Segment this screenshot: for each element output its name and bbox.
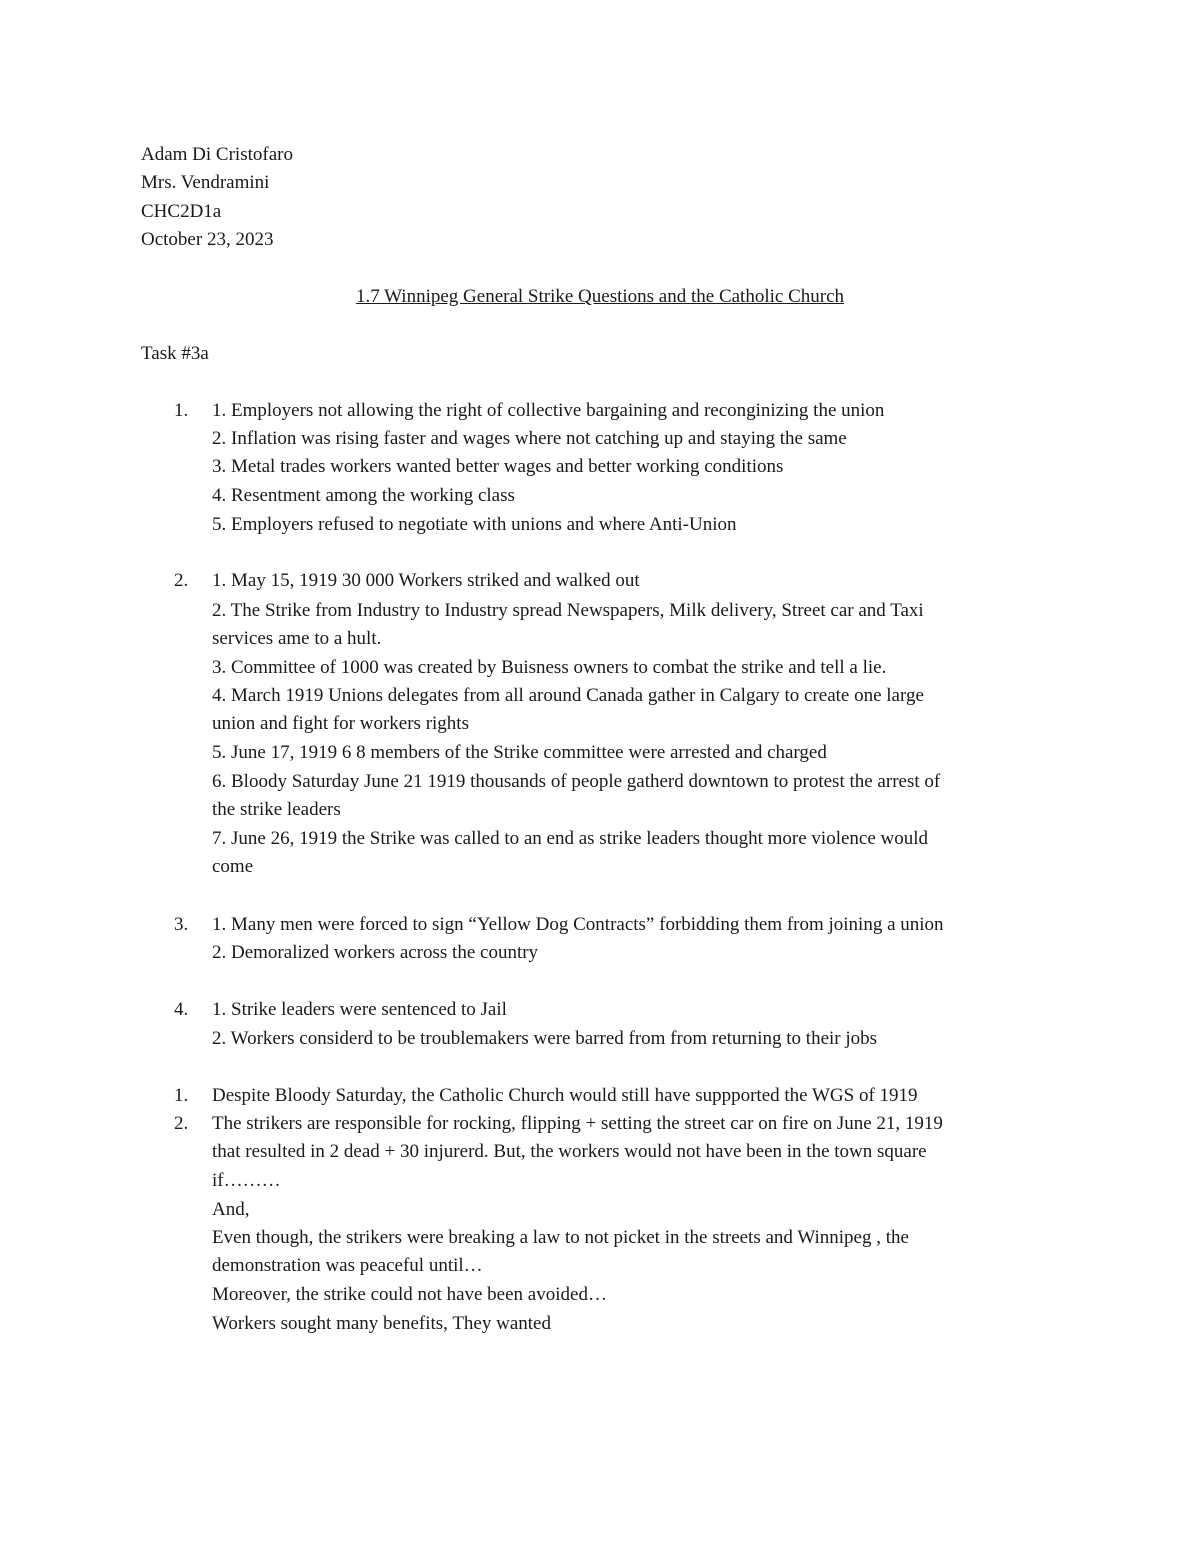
- church-item-number: 2.: [174, 1113, 189, 1134]
- question-number: 1.: [174, 400, 189, 421]
- answer-line: 7. June 26, 1919 the Strike was called to an end as strike leaders thought more violence would: [212, 828, 929, 849]
- church-item-number: 1.: [174, 1085, 189, 1106]
- church-line: demonstration was peaceful until…: [212, 1255, 483, 1276]
- answer-line: 1. Many men were forced to sign “Yellow Dog Contracts” forbidding them from joining a union: [212, 914, 944, 935]
- teacher-name: Mrs. Vendramini: [141, 172, 270, 193]
- task-label: Task #3a: [141, 343, 209, 364]
- answer-line: union and fight for workers rights: [212, 713, 469, 734]
- answer-line: 6. Bloody Saturday June 21 1919 thousands of people gatherd downtown to protest the arrest of: [212, 771, 941, 792]
- answer-line: the strike leaders: [212, 799, 341, 820]
- answer-line: 1. May 15, 1919 30 000 Workers striked and walked out: [212, 570, 640, 591]
- answer-line: 4. Resentment among the working class: [212, 485, 515, 506]
- answer-line: 4. March 1919 Unions delegates from all around Canada gather in Calgary to create one large: [212, 685, 924, 706]
- answer-line: 2. Demoralized workers across the country: [212, 942, 539, 963]
- church-line: The strikers are responsible for rocking, flipping + setting the street car on fire on June 21, 1919: [212, 1113, 943, 1134]
- church-line: that resulted in 2 dead + 30 injurerd. But, the workers would not have been in the town square: [212, 1141, 927, 1162]
- answer-line: 2. The Strike from Industry to Industry spread Newspapers, Milk delivery, Street car and Taxi: [212, 600, 924, 621]
- document-date: October 23, 2023: [141, 229, 274, 250]
- church-line: if………: [212, 1170, 281, 1191]
- answer-line: 3. Committee of 1000 was created by Buisness owners to combat the strike and tell a lie.: [212, 657, 887, 678]
- answer-line: services ame to a hult.: [212, 628, 382, 649]
- church-line: And,: [212, 1199, 250, 1220]
- answer-line: come: [212, 856, 254, 877]
- answer-line: 1. Strike leaders were sentenced to Jail: [212, 999, 507, 1020]
- church-line: Workers sought many benefits, They wanted: [212, 1313, 551, 1334]
- student-name: Adam Di Cristofaro: [141, 144, 293, 165]
- answer-line: 1. Employers not allowing the right of collective bargaining and reconginizing the union: [212, 400, 885, 421]
- answer-line: 5. Employers refused to negotiate with unions and where Anti-Union: [212, 514, 737, 535]
- question-number: 4.: [174, 999, 189, 1020]
- church-line: Even though, the strikers were breaking a law to not picket in the streets and Winnipeg , the: [212, 1227, 909, 1248]
- church-line: Moreover, the strike could not have been avoided…: [212, 1284, 607, 1305]
- question-number: 2.: [174, 570, 189, 591]
- answer-line: 3. Metal trades workers wanted better wages and better working conditions: [212, 456, 784, 477]
- answer-line: 2. Workers considerd to be troublemakers were barred from from returning to their jobs: [212, 1028, 878, 1049]
- church-line: Despite Bloody Saturday, the Catholic Church would still have suppported the WGS of 1919: [212, 1085, 918, 1106]
- answer-line: 5. June 17, 1919 6 8 members of the Strike committee were arrested and charged: [212, 742, 827, 763]
- course-code: CHC2D1a: [141, 201, 222, 222]
- document-title: 1.7 Winnipeg General Strike Questions and the Catholic Church: [355, 286, 845, 307]
- question-number: 3.: [174, 914, 189, 935]
- answer-line: 2. Inflation was rising faster and wages where not catching up and staying the same: [212, 428, 847, 449]
